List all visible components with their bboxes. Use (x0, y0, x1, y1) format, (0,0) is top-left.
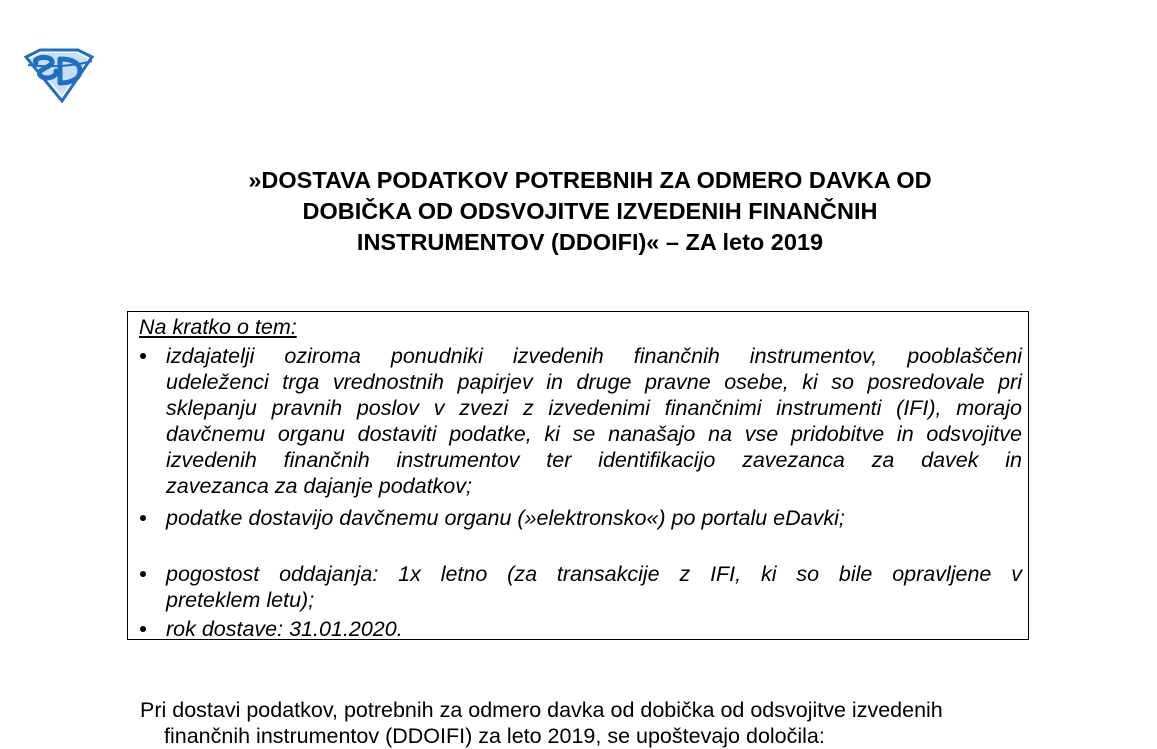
body-paragraph (140, 697, 1030, 749)
bullet-line: rok dostave: 31.01.2020. (166, 617, 403, 641)
summary-heading: Na kratko o tem: (139, 315, 297, 339)
summary-box (127, 311, 1029, 640)
bullet-line: izvedenih finančnih instrumentov ter identifikacijo zavezanca za davek in (166, 448, 1022, 472)
bullet-line: pogostost oddajanja: 1x letno (za transakcije z IFI, ki so bile opravljene v (166, 562, 1022, 586)
sd-shield-logo-icon (22, 47, 96, 103)
bullet-line: preteklem letu); (166, 588, 315, 612)
bullet-line: zavezanca za dajanje podatkov; (166, 474, 472, 498)
paragraph-line-1: Pri dostavi podatkov, potrebnih za odmero davka od dobička od odsvojitve izvedenih (140, 698, 943, 722)
bullet-dot-icon (140, 571, 146, 577)
bullet-dot-icon (140, 353, 146, 359)
bullet-line: podatke dostavijo davčnemu organu (»elektronsko«) po portalu eDavki; (166, 506, 845, 530)
document-title (160, 165, 1020, 258)
summary-bullet-text (166, 343, 1022, 499)
title-line-2: DOBIČKA OD ODSVOJITVE IZVEDENIH FINANČNIH (302, 198, 878, 224)
paragraph-line-2: finančnih instrumentov (DDOIFI) za leto 2019, se upoštevajo določila: (164, 724, 825, 748)
bullet-line: izdajatelji oziroma ponudniki izvedenih finančnih instrumentov, pooblaščeni (166, 344, 1022, 368)
bullet-line: sklepanju pravnih poslov v zvezi z izvedenimi finančnimi instrumenti (IFI), morajo (166, 396, 1022, 420)
title-line-3: INSTRUMENTOV (DDOIFI)« – ZA leto 2019 (356, 229, 824, 255)
bullet-line: davčnemu organu dostaviti podatke, ki se nanašajo na vse pridobitve in odsvojitve (166, 422, 1022, 446)
company-logo (22, 47, 96, 103)
summary-bullet-text (166, 616, 1022, 642)
bullet-dot-icon (140, 626, 146, 632)
bullet-dot-icon (140, 515, 146, 521)
summary-bullet-text (166, 505, 1022, 531)
title-line-1: »DOSTAVA PODATKOV POTREBNIH ZA ODMERO DAVKA OD (248, 167, 932, 193)
bullet-line: udeleženci trga vrednostnih papirjev in druge pravne osebe, ki so posredovale pri (166, 370, 1022, 394)
summary-bullet-text (166, 561, 1022, 613)
